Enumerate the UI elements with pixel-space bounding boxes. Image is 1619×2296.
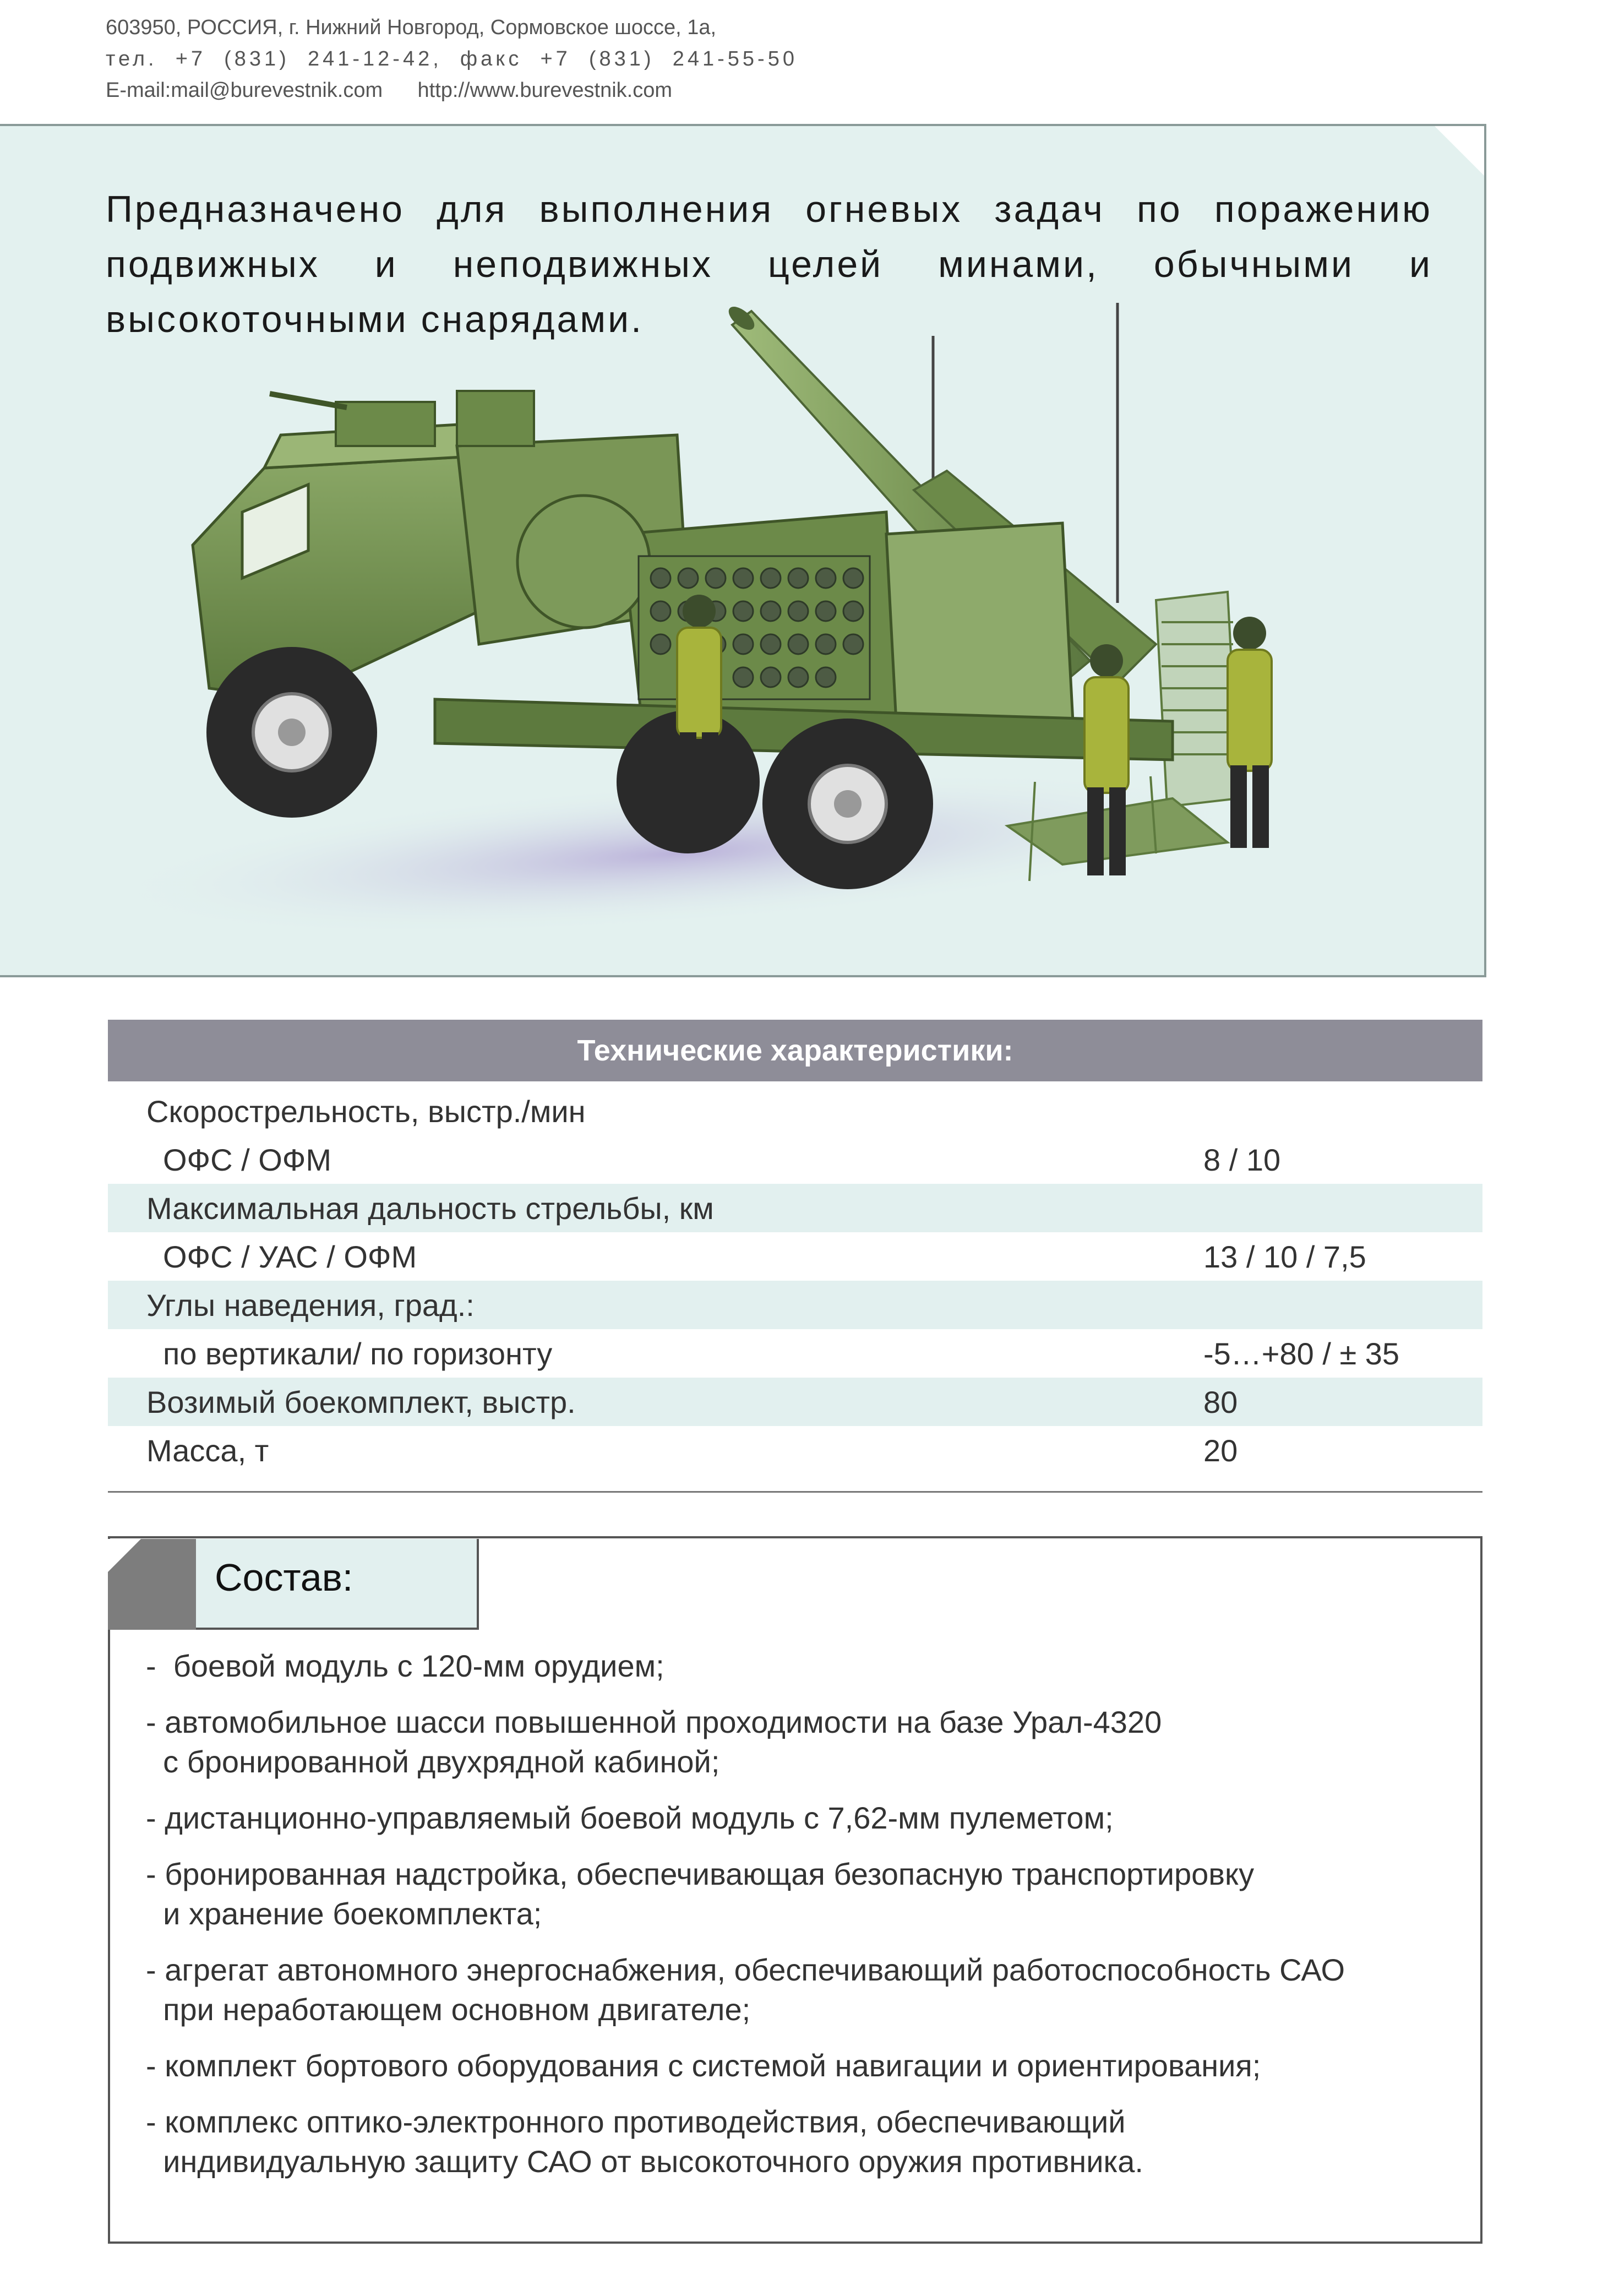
spec-row [108,1184,1482,1232]
composition-item: - агрегат автономного энергоснабжения, обеспечивающий работоспособность САО при неработающем основном двигателе; [146,1952,1345,2027]
composition-item: - автомобильное шасси повышенной проходимости на базе Урал-4320 с бронированной двухрядной кабиной; [146,1705,1162,1779]
ammo-rack [639,556,870,699]
spec-value: 8 / 10 [1203,1142,1281,1177]
composition-item: - комплекс оптико-электронного противодействия, обеспечивающий индивидуальную защиту САО от высокоточного оружия противника. [146,2104,1143,2179]
address: 603950, РОССИЯ, г. Нижний Новгород, Сормовское шоссе, 1а, [106,16,717,39]
spec-row [108,1329,1482,1378]
vehicle-illustration [127,303,1338,953]
wheel [206,647,377,818]
email-link[interactable]: E-mail:mail@burevestnik.com [106,79,383,102]
composition-item: - дистанционно-управляемый боевой модуль с 7,62-мм пулеметом; [146,1800,1114,1835]
spec-row [108,1281,1482,1329]
spec-label: Углы наведения, град.: [146,1288,475,1323]
spec-label: по вертикали/ по горизонту [163,1336,553,1371]
composition-list [146,1646,1467,2198]
spec-value: 13 / 10 / 7,5 [1203,1239,1366,1274]
phones: тел. +7 (831) 241-12-42, факс +7 (831) 241-55-50 [106,47,798,70]
spec-row [108,1135,1482,1184]
specs-table [108,1087,1482,1475]
composition-item: - бронированная надстройка, обеспечивающая безопасную транспортировку и хранение боекомплекта; [146,1857,1255,1931]
composition-item: - боевой модуль с 120-мм орудием; [146,1648,664,1683]
spec-label: ОФС / ОФМ [163,1142,332,1177]
spec-label: Масса, т [146,1433,269,1468]
spec-label: Возимый боекомплект, выстр. [146,1385,576,1419]
spec-row [108,1232,1482,1281]
purpose-text: Предназначено для выполнения огневых задач по поражению подвижных и неподвижных целей минами, обычными и высокоточными снарядами. [106,188,1432,340]
spec-value: -5…+80 / ± 35 [1203,1336,1400,1371]
composition-tab-notch [108,1539,141,1572]
specs-header: Технические характеристики: [108,1020,1482,1081]
wheel [762,719,933,889]
spec-row [108,1426,1482,1475]
spec-label: Максимальная дальность стрельбы, км [146,1191,714,1226]
panel-corner-cut [1435,126,1484,176]
spec-row [108,1378,1482,1426]
spec-value: 20 [1203,1433,1238,1468]
website-link[interactable]: http://www.burevestnik.com [417,79,673,102]
spec-label: ОФС / УАС / ОФМ [163,1239,417,1274]
composition-item: - комплект бортового оборудования с системой навигации и ориентирования; [146,2048,1261,2083]
composition-title: Состав: [215,1556,353,1599]
contact-block [106,12,798,106]
spec-row [108,1087,1482,1135]
spec-value: 80 [1203,1385,1238,1419]
specs-divider [108,1491,1482,1493]
spec-label: Скорострельность, выстр./мин [146,1094,586,1129]
